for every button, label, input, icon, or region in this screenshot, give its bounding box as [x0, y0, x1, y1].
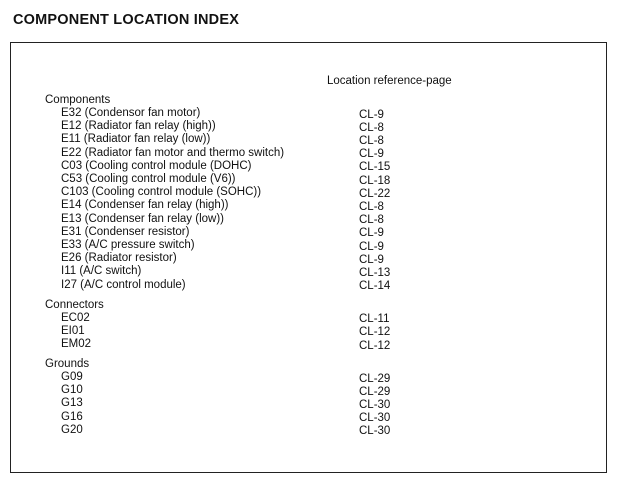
entry-reference-page: CL-18 [359, 174, 391, 187]
entry-reference-page: CL-9 [359, 253, 384, 266]
entry-name: G10 [61, 384, 83, 397]
entry-name: I27 (A/C control module) [61, 278, 186, 291]
entry-reference-page: CL-14 [359, 280, 391, 293]
entry-name: G13 [61, 397, 83, 410]
entry-reference-page: CL-8 [359, 121, 384, 134]
section-heading-components: Components [45, 94, 111, 106]
page-title: COMPONENT LOCATION INDEX [13, 12, 240, 28]
entry-reference-page: CL-9 [359, 108, 384, 121]
entry-reference-page: CL-11 [359, 313, 390, 326]
entry-name: EC02 [61, 311, 90, 324]
entry-reference-page: CL-29 [359, 385, 391, 398]
entry-reference-page: CL-12 [359, 339, 391, 352]
entry-reference-page: CL-8 [359, 200, 384, 213]
entry-reference-page: CL-22 [359, 187, 391, 200]
entry-name: E26 (Radiator resistor) [61, 252, 177, 265]
entry-reference-page: CL-30 [359, 412, 391, 425]
entry-name: E11 (Radiator fan relay (low)) [61, 133, 211, 146]
entry-reference-page: CL-8 [359, 134, 384, 147]
entry-name: G20 [61, 423, 83, 436]
entry-reference-page: CL-9 [359, 227, 384, 240]
entry-reference-page: CL-30 [359, 398, 391, 411]
entry-reference-page: CL-30 [359, 425, 391, 438]
entry-reference-page: CL-8 [359, 214, 384, 227]
entry-reference-page: CL-9 [359, 240, 384, 253]
entry-name: E14 (Condenser fan relay (high)) [61, 199, 229, 212]
entry-name: I11 (A/C switch) [61, 265, 142, 278]
entry-name: G16 [61, 410, 83, 423]
entry-name: G09 [61, 371, 83, 383]
location-index-box [10, 42, 607, 473]
entry-name: E12 (Radiator fan relay (high)) [61, 120, 216, 133]
entry-name: E33 (A/C pressure switch) [61, 239, 195, 251]
section-heading-grounds: Grounds [45, 358, 90, 370]
entry-name: E31 (Condenser resistor) [61, 225, 190, 238]
entry-reference-page: CL-15 [359, 161, 391, 174]
entry-reference-page: CL-12 [359, 326, 391, 339]
entry-name: C53 (Cooling control module (V6)) [61, 173, 236, 185]
entry-name: C103 (Cooling control module (SOHC)) [61, 186, 262, 199]
entry-name: C03 (Cooling control module (DOHC) [61, 159, 252, 172]
entry-reference-page: CL-29 [359, 372, 391, 385]
column-header-location-reference: Location reference-page [327, 75, 452, 87]
entry-name: E32 (Condensor fan motor) [61, 107, 201, 119]
entry-reference-page: CL-13 [359, 266, 391, 279]
entry-name: E13 (Condenser fan relay (low)) [61, 212, 224, 225]
entry-reference-page: CL-9 [359, 148, 384, 161]
entry-name: E22 (Radiator fan motor and thermo switch) [61, 146, 285, 159]
entry-name: EI01 [61, 324, 85, 337]
section-heading-connectors: Connectors [45, 298, 104, 311]
entry-name: EM02 [61, 338, 92, 350]
